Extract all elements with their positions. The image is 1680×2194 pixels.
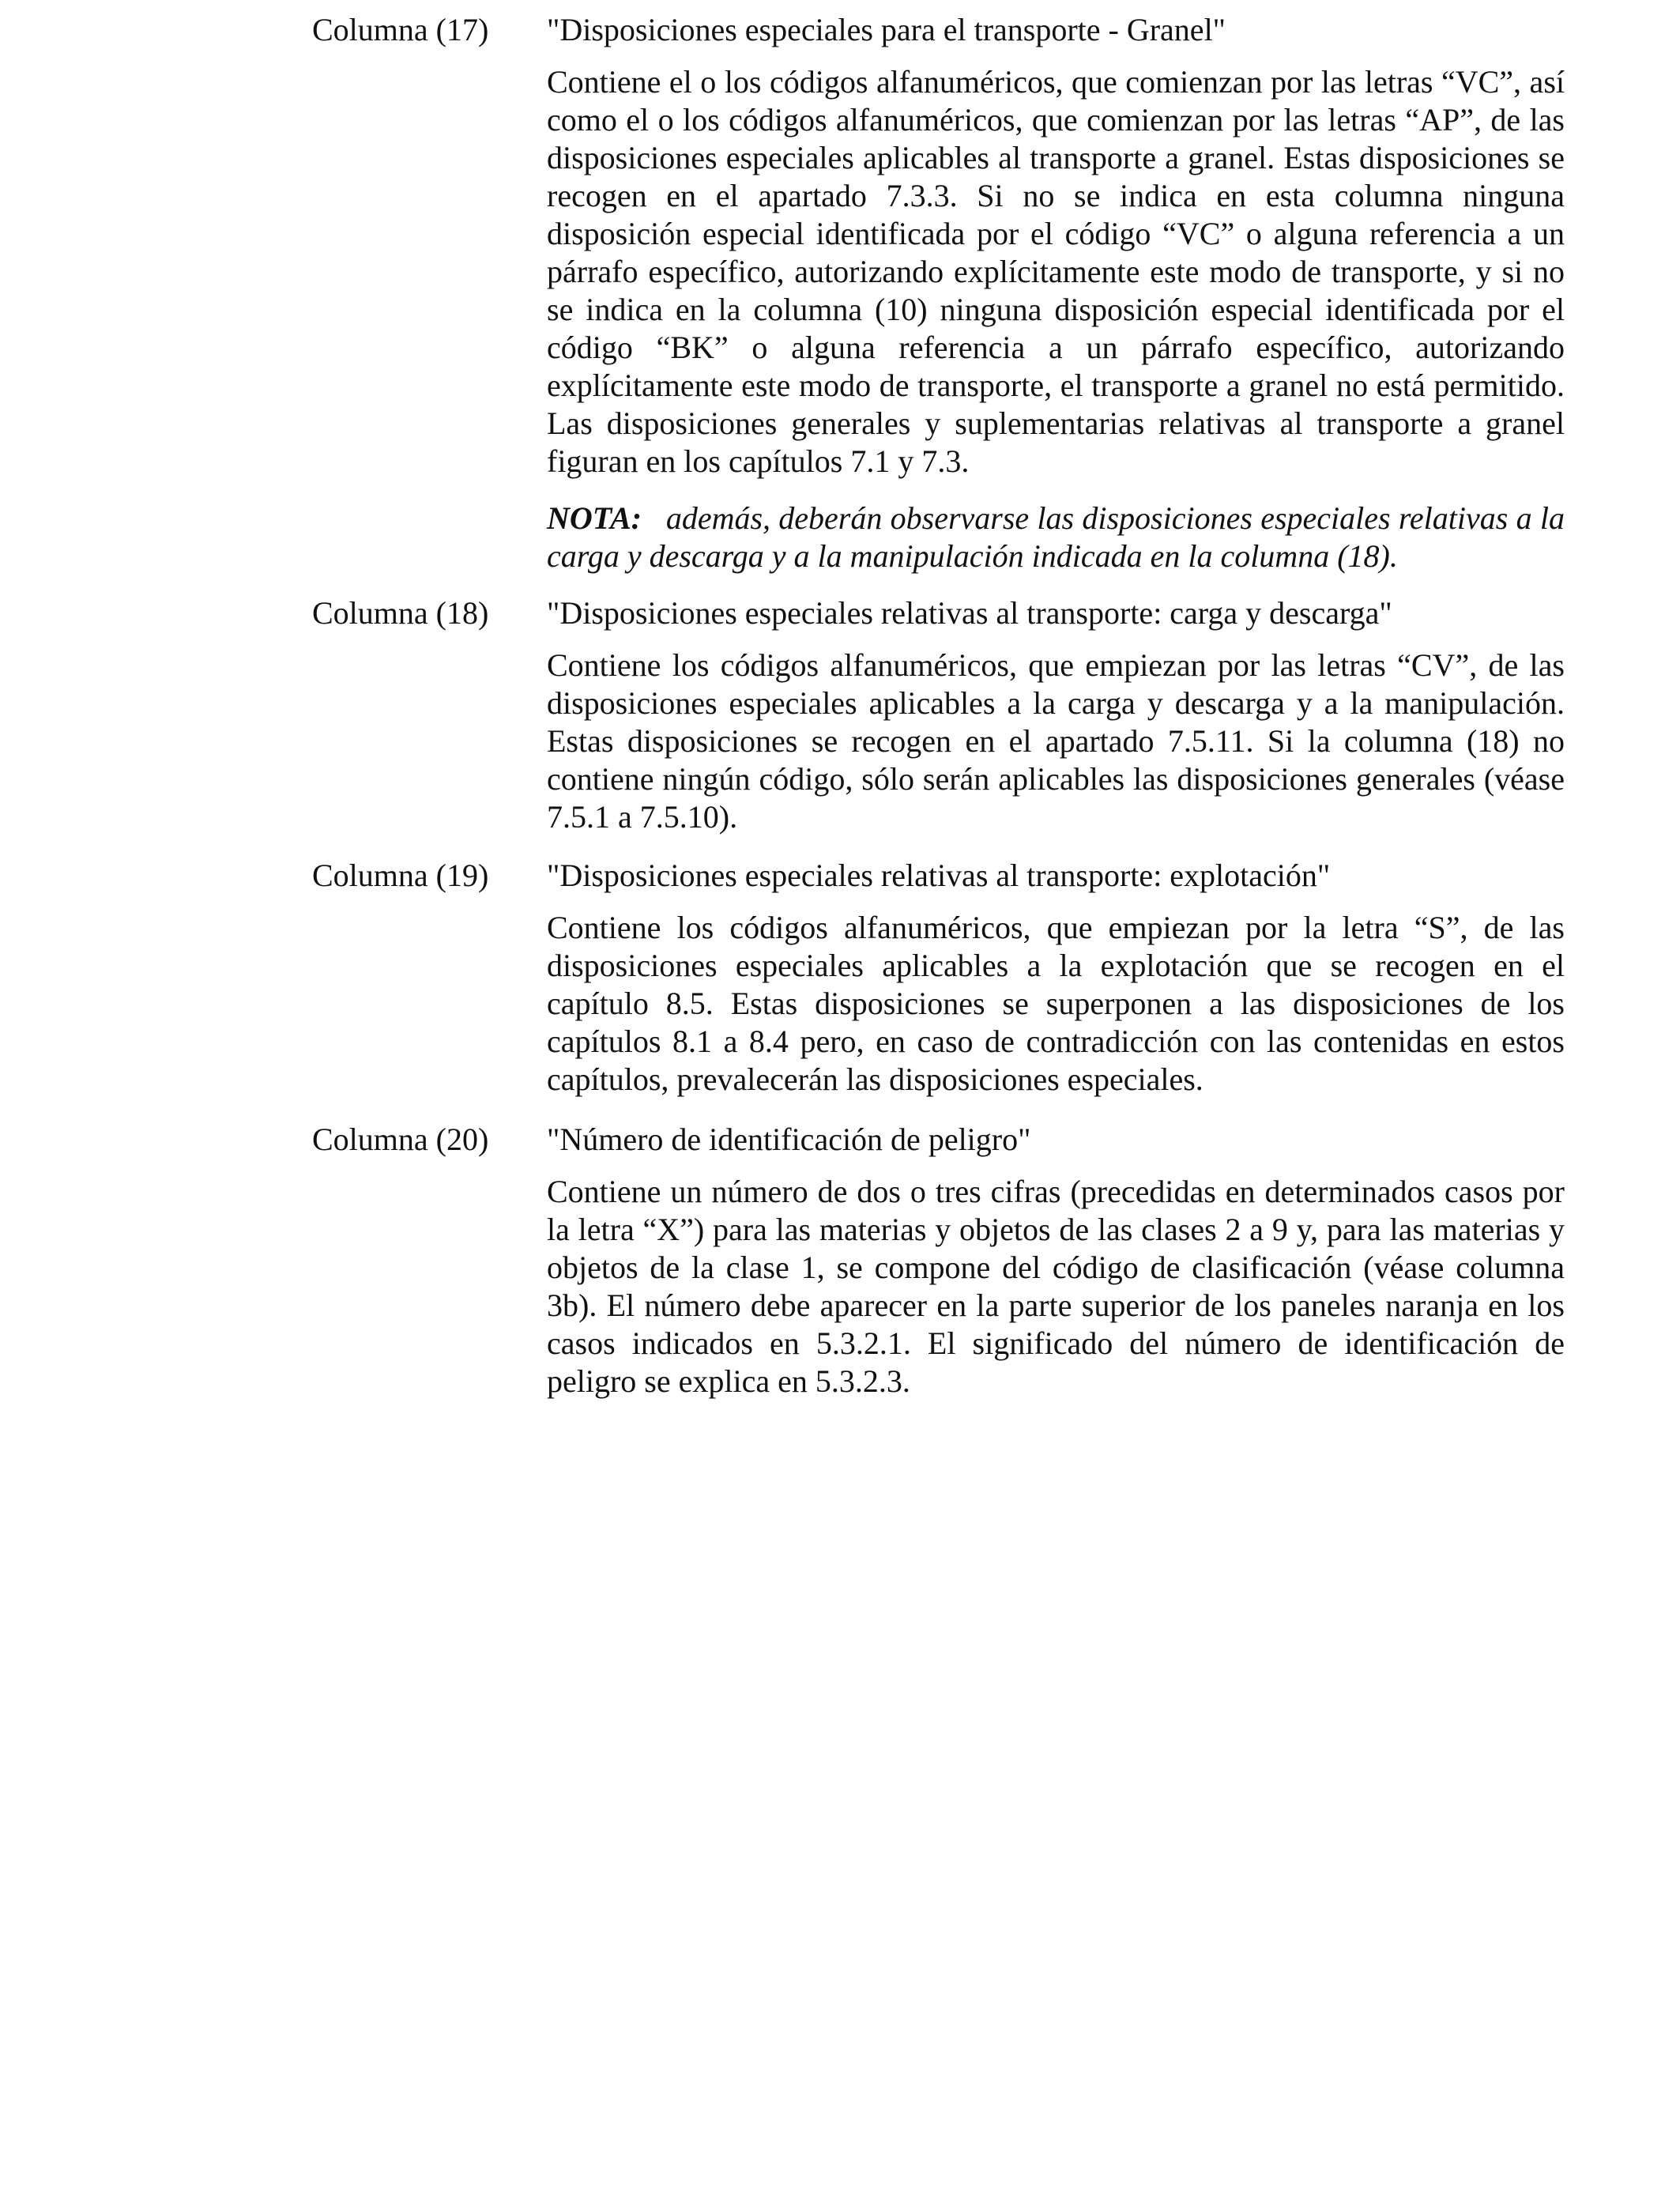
column-heading: "Número de identificación de peligro" bbox=[547, 1122, 1031, 1157]
column-label: Columna (18) bbox=[312, 595, 489, 631]
note-text: además, deberán observarse las disposiciones especiales relativas a la carga y descarga y a la manipulación indicada en la columna (18). bbox=[547, 500, 1565, 574]
note-paragraph bbox=[547, 499, 1565, 575]
column-heading: "Disposiciones especiales para el transporte - Granel" bbox=[547, 12, 1226, 47]
column-label: Columna (19) bbox=[312, 858, 489, 893]
column-description: Contiene un número de dos o tres cifras (precedidas en determinados casos por la letra “X”) para las materias y objetos de las clases 2 a 9 y, para las materias y objetos de la clase 1, se compone del código de clasificación (véase columna 3b). El número debe aparecer en la parte superior de los paneles naranja en los casos indicados en 5.3.2.1. El significado del número de identificación de peligro se explica en 5.3.2.3. bbox=[547, 1174, 1565, 1399]
column-description: Contiene los códigos alfanuméricos, que empiezan por la letra “S”, de las disposiciones especiales aplicables a la explotación que se recogen en el capítulo 8.5. Estas disposiciones se superponen a las disposiciones de los capítulos 8.1 a 8.4 pero, en caso de contradicción con las contenidas en estos capítulos, prevalecerán las disposiciones especiales. bbox=[547, 910, 1565, 1097]
column-label: Columna (17) bbox=[312, 12, 489, 47]
column-label: Columna (20) bbox=[312, 1122, 489, 1157]
column-description: Contiene los códigos alfanuméricos, que empiezan por las letras “CV”, de las disposiciones especiales aplicables a la carga y descarga y a la manipulación. Estas disposiciones se recogen en el apartado 7.5.11. Si la columna (18) no contiene ningún código, sólo serán aplicables las disposiciones generales (véase 7.5.1 a 7.5.10). bbox=[547, 647, 1565, 835]
column-heading: "Disposiciones especiales relativas al transporte: explotación" bbox=[547, 858, 1331, 893]
column-description: Contiene el o los códigos alfanuméricos, que comienzan por las letras “VC”, así como el o los códigos alfanuméricos, que comienzan por las letras “AP”, de las disposiciones especiales aplicables al transporte a granel. Estas disposiciones se recogen en el apartado 7.3.3. Si no se indica en esta columna ninguna disposición especial identificada por el código “VC” o alguna referencia a un párrafo específico, autorizando explícitamente este modo de transporte, y si no se indica en la columna (10) ninguna disposición especial identificada por el código “BK” o alguna referencia a un párrafo específico, autorizando explícitamente este modo de transporte, el transporte a granel no está permitido. Las disposiciones generales y suplementarias relativas al transporte a granel figuran en los capítulos 7.1 y 7.3. bbox=[547, 64, 1565, 479]
column-heading: "Disposiciones especiales relativas al transporte: carga y descarga" bbox=[547, 595, 1392, 631]
note-label: NOTA: bbox=[547, 500, 642, 536]
